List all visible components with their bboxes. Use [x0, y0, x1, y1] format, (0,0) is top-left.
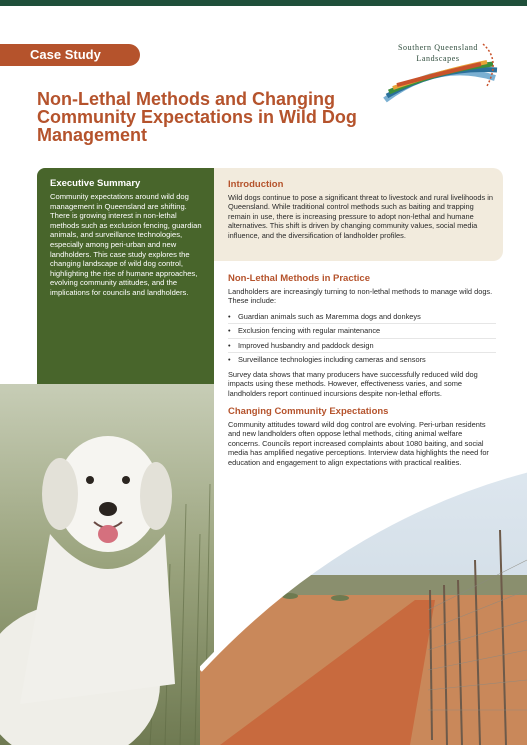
list-item-text: Exclusion fencing with regular maintenance — [238, 326, 381, 336]
changing-expectations-heading: Changing Community Expectations — [228, 406, 389, 417]
list-item — [228, 324, 496, 338]
fence-landscape-photo — [200, 440, 527, 745]
non-lethal-list — [228, 310, 496, 367]
bullet-icon: • — [228, 326, 231, 336]
list-item — [228, 339, 496, 353]
top-bar — [0, 0, 527, 6]
list-item-text: Guardian animals such as Maremma dogs and donkeys — [238, 311, 421, 321]
list-item-text: Improved husbandry and paddock design — [238, 340, 374, 350]
logo-wordmark — [383, 42, 493, 64]
introduction-panel — [214, 168, 503, 261]
introduction-heading: Introduction — [228, 179, 284, 190]
non-lethal-section — [228, 273, 496, 366]
case-study-tab: Case Study — [0, 44, 140, 66]
bullet-icon: • — [228, 340, 231, 350]
list-item-text: Surveillance technologies including cameras and sensors — [238, 355, 426, 365]
survey-body: Survey data shows that many producers have successfully reduced wild dog impacts using these methods. However, effectiveness varies, and some landholders report continued incursions despite non-lethal efforts. — [228, 370, 478, 398]
bullet-icon: • — [228, 355, 231, 365]
logo-line-1: Southern Queensland — [397, 43, 479, 52]
executive-summary-body: Community expectations around wild dog management in Queensland are shifting. There is growing interest in non-lethal methods such as exclusion fencing, guardian animals, and surveillance technologies, especially among peri-urban and new landholders. This case study explores the changing landscape of wild dog control, highlighting the rise of humane approaches, evolving community attitudes, and the implications for councils and landholders. — [50, 192, 202, 297]
southern-queensland-landscapes-logo — [383, 40, 501, 110]
list-item — [228, 310, 496, 324]
executive-summary-panel — [37, 168, 214, 384]
non-lethal-heading: Non-Lethal Methods in Practice — [228, 273, 370, 284]
survey-section — [228, 370, 496, 398]
list-item — [228, 353, 496, 366]
introduction-body: Wild dogs continue to pose a significant threat to livestock and rural livelihoods in Queensland. While traditional control methods such as baiting and trapping remain in use, there is increasing pressure to adopt non-lethal and humane alternatives. This shift is driven by changing community values, social media influence, and the diversification of landholder profiles. — [228, 193, 493, 240]
maremma-dog-photo — [0, 384, 214, 745]
bullet-icon: • — [228, 311, 231, 321]
non-lethal-intro: Landholders are increasingly turning to non-lethal methods to manage wild dogs. These include: — [228, 287, 493, 306]
changing-expectations-body: Community attitudes toward wild dog control are evolving. Peri-urban residents and new landholders often oppose lethal methods, citing animal welfare concerns. Councils report increased complaints about 1080 baiting, and social media has amplified negative perceptions. Interview data highlights the need for education and engagement to align expectations with practical realities. — [228, 420, 489, 467]
executive-summary-title: Executive Summary — [50, 178, 141, 189]
logo-line-2: Landscapes — [416, 54, 460, 63]
page-title: Non-Lethal Methods and Changing Community Expectations in Wild Dog Management — [37, 89, 357, 145]
